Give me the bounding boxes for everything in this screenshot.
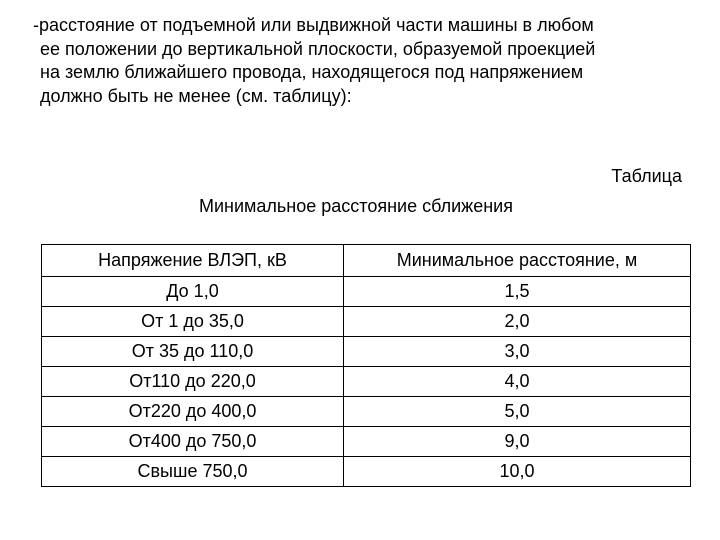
cell-distance: 5,0 [344, 397, 691, 427]
distance-table [41, 244, 691, 487]
cell-distance: 2,0 [344, 307, 691, 337]
table-row [42, 457, 691, 487]
cell-distance: 3,0 [344, 337, 691, 367]
cell-voltage: До 1,0 [42, 277, 344, 307]
cell-voltage: Свыше 750,0 [42, 457, 344, 487]
cell-voltage: От400 до 750,0 [42, 427, 344, 457]
table-row [42, 307, 691, 337]
table-caption: Минимальное расстояние сближения [199, 196, 513, 216]
table-row [42, 367, 691, 397]
table-row [42, 337, 691, 367]
table-row [42, 397, 691, 427]
cell-distance: 10,0 [344, 457, 691, 487]
paragraph-line: на землю ближайшего провода, находящегося под напряжением [40, 62, 584, 82]
cell-distance: 9,0 [344, 427, 691, 457]
table-label: Таблица [611, 166, 682, 186]
header-voltage: Напряжение ВЛЭП, кВ [42, 245, 344, 277]
cell-voltage: От110 до 220,0 [42, 367, 344, 397]
table-header-row [42, 245, 691, 277]
paragraph-line: должно быть не менее (см. таблицу): [40, 85, 352, 106]
cell-voltage: От220 до 400,0 [42, 397, 344, 427]
cell-voltage: От 1 до 35,0 [42, 307, 344, 337]
header-distance: Минимальное расстояние, м [344, 245, 691, 277]
cell-distance: 4,0 [344, 367, 691, 397]
paragraph-line: -расстояние от подъемной или выдвижной части машины в любом [33, 15, 594, 35]
cell-distance: 1,5 [344, 277, 691, 307]
paragraph-line: ее положении до вертикальной плоскости, образуемой проекцией [40, 38, 596, 59]
table-row [42, 277, 691, 307]
cell-voltage: От 35 до 110,0 [42, 337, 344, 367]
table-row [42, 427, 691, 457]
